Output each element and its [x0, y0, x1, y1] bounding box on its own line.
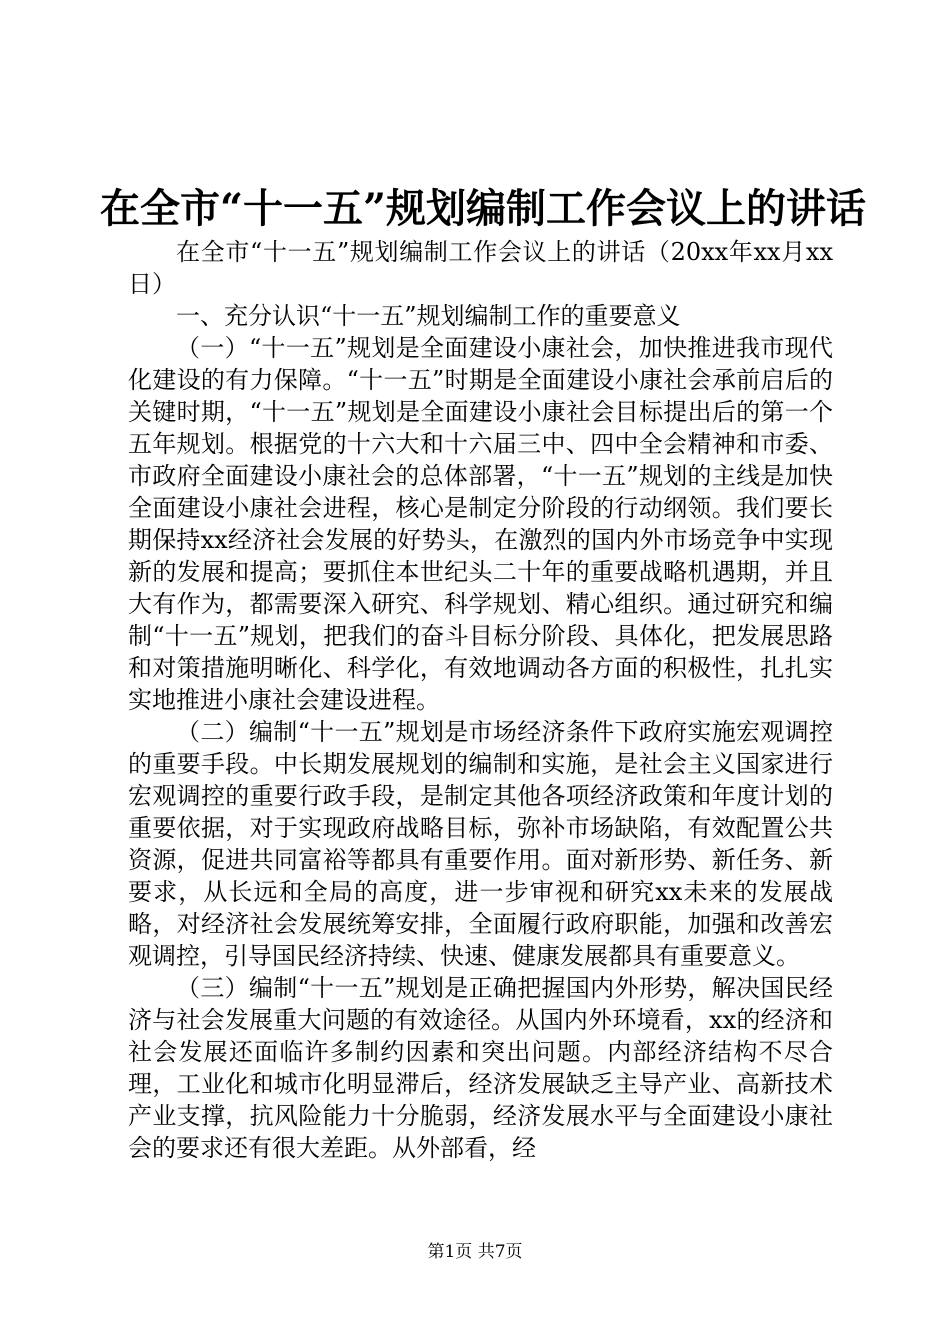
page-indicator: 第1页 共7页: [427, 1242, 523, 1262]
paragraph-point-1: （一）“十一五”规划是全面建设小康社会，加快推进我市现代化建设的有力保障。“十一五”时期是全面建设小康社会承前启后的关键时期，“十一五”规划是全面建设小康社会目标提出后的第一个五年规划。根据党的十六大和十六届三中、四中全会精神和市委、市政府全面建设小康社会的总体部署，“十一五”规划的主线是加快全面建设小康社会进程，核心是制定分阶段的行动纲领。我们要长期保持xx经济社会发展的好势头，在激烈的国内外市场竞争中实现新的发展和提高；要抓住本世纪头二十年的重要战略机遇期，并且大有作为，都需要深入研究、科学规划、精心组织。通过研究和编制“十一五”规划，把我们的奋斗目标分阶段、具体化，把发展思路和对策措施明晰化、科学化，有效地调动各方面的积极性，扎扎实实地推进小康社会建设进程。: [128, 334, 833, 714]
section-heading-1: 一、充分认识“十一五”规划编制工作的重要意义: [176, 302, 681, 330]
document-title: 在全市“十一五”规划编制工作会议上的讲话: [100, 185, 867, 232]
paragraph-point-2: （二）编制“十一五”规划是市场经济条件下政府实施宏观调控的重要手段。中长期发展规划的编制和实施，是社会主义国家进行宏观调控的重要行政手段，是制定其他各项经济政策和年度计划的重要依据，对于实现政府战略目标，弥补市场缺陷，有效配置公共资源，促进共同富裕等都具有重要作用。面对新形势、新任务、新要求，从长远和全局的高度，进一步审视和研究xx未来的发展战略，对经济社会发展统筹安排，全面履行政府职能，加强和改善宏观调控，引导国民经济持续、快速、健康发展都具有重要意义。: [128, 718, 833, 970]
page-footer: [0, 1241, 950, 1263]
paragraph-speech-date: 在全市“十一五”规划编制工作会议上的讲话（20xx年xx月xx日）: [128, 238, 833, 298]
document-body: [128, 236, 833, 1164]
paragraph-point-3: （三）编制“十一五”规划是正确把握国内外形势，解决国民经济与社会发展重大问题的有效途径。从国内外环境看，xx的经济和社会发展还面临许多制约因素和突出问题。内部经济结构不尽合理，工业化和城市化明显滞后，经济发展缺乏主导产业、高新技术产业支撑，抗风险能力十分脆弱，经济发展水平与全面建设小康社会的要求还有很大差距。从外部看，经: [128, 974, 833, 1162]
